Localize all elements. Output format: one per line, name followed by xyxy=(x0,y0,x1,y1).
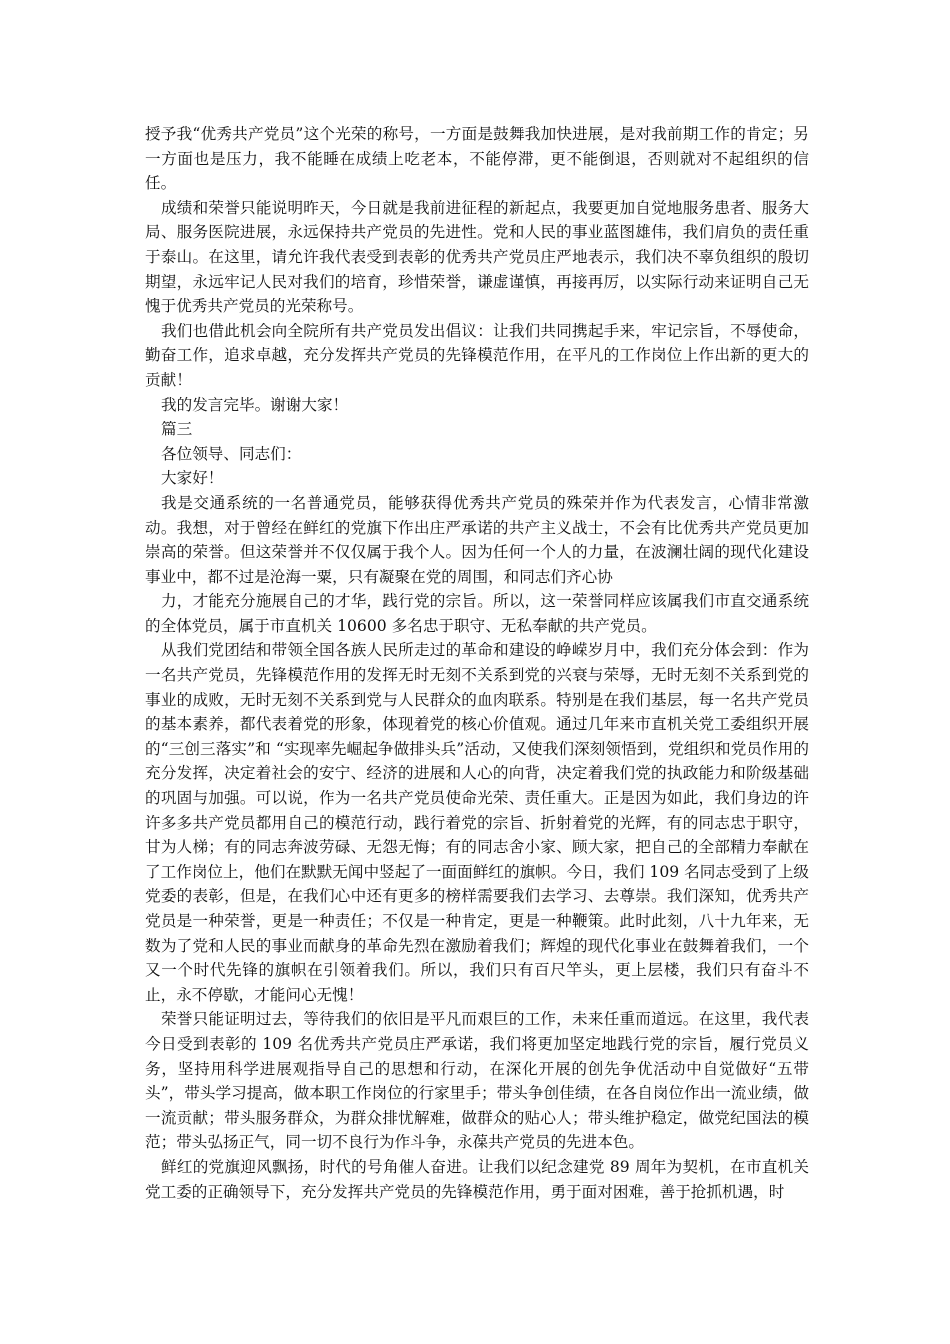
paragraph-10: 从我们党团结和带领全国各族人民所走过的革命和建设的峥嵘岁月中，我们充分体会到：作为一名共产党员，先锋模范作用的发挥无时无刻不关系到党的兴衰与荣辱，无时无刻不关系到党的事业的成败，无时无刻不关系到党与人民群众的血肉联系。特别是在我们基层，每一名共产党员的基本素养，都代表着党的形象，体现着党的核心价值观。通过几年来市直机关党工委组织开展的“三创三落实”和 “实现率先崛起争做排头兵”活动，又使我们深刻领悟到，党组织和党员作用的充分发挥，决定着社会的安宁、经济的进展和人心的向背，决定着我们党的执政能力和阶级基础的巩固与加强。可以说，作为一名共产党员使命光荣、责任重大。正是因为如此，我们身边的许许多多共产党员都用自己的模范行动，践行着党的宗旨、折射着党的光辉，有的同志忠于职守，甘为人梯；有的同志奔波劳碌、无怨无悔；有的同志舍小家、顾大家，把自己的全部精力奉献在了工作岗位上，他们在默默无闻中竖起了一面面鲜红的旗帜。今日，我们 109 名同志受到了上级党委的表彰，但是，在我们心中还有更多的榜样需要我们去学习、去尊崇。我们深知，优秀共产党员是一种荣誉，更是一种责任；不仅是一种肯定，更是一种鞭策。此时此刻，八十九年来，无数为了党和人民的事业而献身的革命先烈在激励着我们；辉煌的现代化事业在鼓舞着我们，一个又一个时代先锋的旗帜在引领着我们。所以，我们只有百尺竿头，更上层楼，我们只有奋斗不止，永不停歇，才能问心无愧！ xyxy=(145,641,809,1004)
paragraph-1: 授予我“优秀共产党员”这个光荣的称号，一方面是鼓舞我加快进展，是对我前期工作的肯定；另一方面也是压力，我不能睡在成绩上吃老本，不能停滞，更不能倒退，否则就对不起组织的信任。 xyxy=(145,125,809,193)
salutation: 各位领导、同志们： xyxy=(161,444,302,463)
paragraph-8: 我是交通系统的一名普通党员，能够获得优秀共产党员的殊荣并作为代表发言，心情非常激动。我想，对于曾经在鲜红的党旗下作出庄严承诺的共产主义战士，不会有比优秀共产党员更加崇高的荣誉。但这荣誉并不仅仅属于我个人。因为任何一个人的力量，在波澜壮阔的现代化建设事业中，都不过是沧海一粟，只有凝聚在党的周围，和同志们齐心协 xyxy=(145,493,809,586)
section-heading: 篇三 xyxy=(161,420,193,439)
paragraph-2: 成绩和荣誉只能说明昨天，今日就是我前进征程的新起点，我要更加自觉地服务患者、服务大局、服务医院进展，永远保持共产党员的先进性。党和人民的事业蓝图雄伟，我们肩负的责任重于泰山。在这里，请允许我代表受到表彰的优秀共产党员庄严地表示，我们决不辜负组织的殷切期望，永远牢记人民对我们的培育，珍惜荣誉，谦虚谨慎，再接再厉，以实际行动来证明自己无愧于优秀共产党员的光荣称号。 xyxy=(145,198,809,316)
greeting: 大家好！ xyxy=(161,469,224,488)
paragraph-3: 我们也借此机会向全院所有共产党员发出倡议：让我们共同携起手来，牢记宗旨，不辱使命，勤奋工作，追求卓越，充分发挥共产党员的先锋模范作用，在平凡的工作岗位上作出新的更大的贡献！ xyxy=(145,321,809,389)
paragraph-closing: 我的发言完毕。谢谢大家！ xyxy=(161,395,349,414)
paragraph-9: 力，才能充分施展自己的才华，践行党的宗旨。所以，这一荣誉同样应该属我们市直交通系统的全体党员，属于市直机关 10600 多名忠于职守、无私奉献的共产党员。 xyxy=(145,592,809,635)
paragraph-11: 荣誉只能证明过去，等待我们的依旧是平凡而艰巨的工作，未来任重而道远。在这里，我代表今日受到表彰的 109 名优秀共产党员庄严承诺，我们将更加坚定地践行党的宗旨，履行党员义务，坚持用科学进展观指导自己的思想和行动，在深化开展的创先争优活动中自觉做好“五带头”，带头学习提高，做本职工作岗位的行家里手；带头争创佳绩，在各自岗位作出一流业绩，做一流贡献；带头服务群众，为群众排忧解难，做群众的贴心人；带头维护稳定，做党纪国法的模范；带头弘扬正气，同一切不良行为作斗争，永葆共产党员的先进本色。 xyxy=(145,1010,809,1152)
document-page xyxy=(145,122,809,1204)
paragraph-12: 鲜红的党旗迎风飘扬，时代的号角催人奋进。让我们以纪念建党 89 周年为契机，在市直机关党工委的正确领导下，充分发挥共产党员的先锋模范作用，勇于面对困难，善于抢抓机遇，时 xyxy=(145,1157,809,1201)
